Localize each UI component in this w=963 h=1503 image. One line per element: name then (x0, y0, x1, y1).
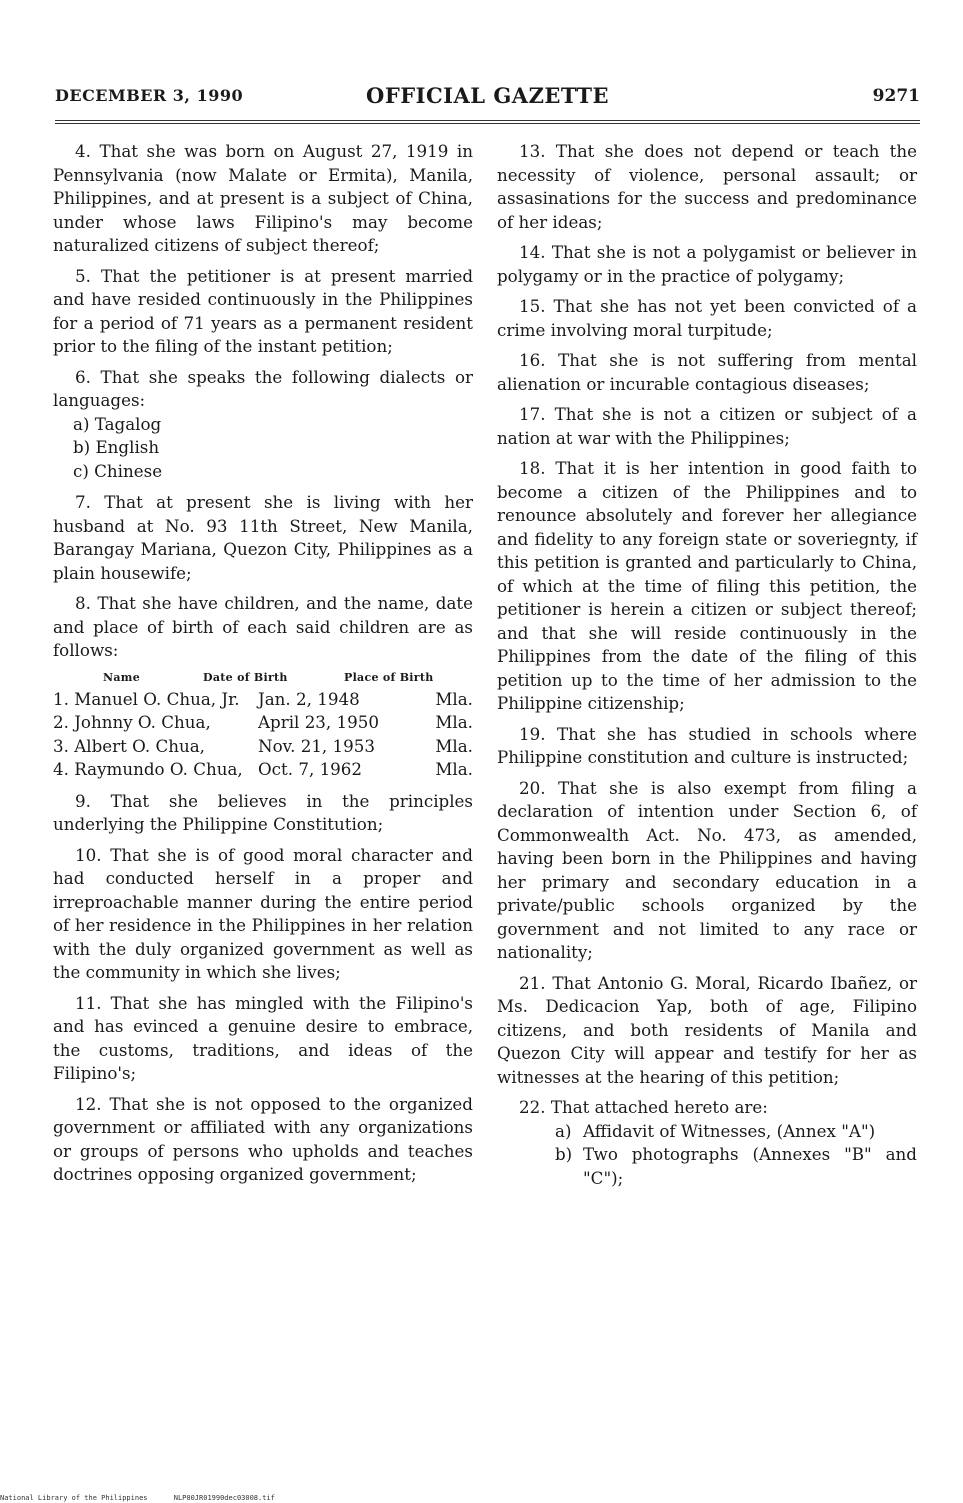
child-birth-date: Nov. 21, 1953 (258, 735, 376, 756)
attachment-label: b) (555, 1144, 573, 1164)
paragraph-4: 4. That she was born on August 27, 1919 in Pennsylvania (now Malate or Ermita), Manila, Philippines, and at present is a subject of China, under whose laws Filipino's may become naturalized citizens of subject thereof; (53, 141, 473, 255)
paragraph-5: 5. That the petitioner is at present married and have resided continuously in the Philippines for a period of 71 years as a permanent resident prior to the filing of the instant petition; (53, 265, 473, 356)
paragraph-7: 7. That at present she is living with her husband at No. 93 11th Street, New Manila, Barangay Mariana, Quezon City, Philippines as a plain housewife; (53, 492, 473, 583)
footer-file: NLP00JR01990dec03008.tif (173, 1494, 275, 1502)
paragraph-14: 14. That she is not a polygamist or believer in polygamy or in the practice of polygamy; (497, 242, 917, 286)
paragraph-20: 20. That she is also exempt from filing a declaration of intention under Section 6, of Commonwealth Act. No. 473, as amended, having been born in the Philippines and having her primary and secondary education in a private/public schools organized by the government and not limited to any race or nationality; (497, 777, 917, 962)
language-item: a) Tagalog (73, 413, 162, 434)
header-rule-double (55, 123, 920, 124)
children-table (53, 671, 473, 782)
paragraph-18: 18. That it is her intention in good faith to become a citizen of the Philippines and to renounce absolutely and forever her allegiance and fidelity to any foreign state or soveriegnty, if this petition is granted and particularly to China, of which at the time of filing this petition, the petitioner is herein a citizen or subject thereof; and that she will reside continuously in the Philippines from the date of the filing of this petition up to the time of her admission to the Philippine citizenship; (497, 458, 917, 713)
header-title: OFFICIAL GAZETTE (366, 83, 609, 108)
child-name: 2. Johnny O. Chua, (53, 712, 211, 732)
paragraph-16: 16. That she is not suffering from mental alienation or incurable contagious diseases; (497, 350, 917, 394)
header-date: DECEMBER 3, 1990 (55, 86, 244, 105)
paragraph-13: 13. That she does not depend or teach the necessity of violence, personal assault; or assasinations for the success and predominance of her ideas; (497, 141, 917, 232)
footer-library: National Library of the Philippines (0, 1494, 148, 1502)
paragraph-17: 17. That she is not a citizen or subject of a nation at war with the Philippines; (497, 404, 917, 448)
paragraph-9: 9. That she believes in the principles underlying the Philippine Constitution; (53, 790, 473, 834)
paragraph-15: 15. That she has not yet been convicted of a crime involving moral turpitude; (497, 296, 917, 340)
child-name: 4. Raymundo O. Chua, (53, 759, 243, 779)
child-birth-date: Jan. 2, 1948 (258, 688, 360, 709)
child-birth-date: Oct. 7, 1962 (258, 759, 363, 779)
paragraph-11: 11. That she has mingled with the Filipino's and has evinced a genuine desire to embrace, the customs, traditions, and ideas of the Filipino's; (53, 992, 473, 1083)
table-row (53, 735, 473, 759)
language-item: c) Chinese (73, 460, 163, 481)
paragraph-21: 21. That Antonio G. Moral, Ricardo Ibañez, or Ms. Dedicacion Yap, both of age, Filipino citizens, and both residents of Manila and Quezon City will appear and testify for her as witnesses at the hearing of this petition; (497, 972, 917, 1087)
header-rule (55, 120, 920, 121)
attachment-label: a) (555, 1120, 572, 1141)
paragraph-12: 12. That she is not opposed to the organized government or affiliated with any organizations or groups of persons who upholds and teaches doctrines opposing organized government; (53, 1093, 473, 1184)
paragraph-6: 6. That she speaks the following dialects or languages: (53, 366, 473, 410)
list-item (497, 1120, 917, 1144)
table-row (53, 711, 473, 735)
child-birth-place: Mla. (435, 712, 473, 732)
attachment-text: Affidavit of Witnesses, (Annex "A") (583, 1120, 876, 1141)
table-row (53, 688, 473, 712)
paragraph-8: 8. That she have children, and the name, date and place of birth of each said children are as follows: (53, 593, 473, 660)
paragraph-19: 19. That she has studied in schools where Philippine constitution and culture is instructed; (497, 723, 917, 767)
child-birth-place: Mla. (435, 688, 473, 709)
column-header-date: Date of Birth (203, 670, 288, 684)
scan-footer (0, 1494, 297, 1502)
child-name: 3. Albert O. Chua, (53, 735, 205, 756)
page-header (55, 80, 920, 110)
paragraph-10: 10. That she is of good moral character and had conducted herself in a proper and irreproachable manner during the entire period of her residence in the Philippines in her relation with the duly organized government as well as the community in which she lives; (53, 844, 473, 982)
list-item (497, 1143, 917, 1190)
left-column (53, 140, 473, 1194)
table-header (53, 671, 473, 684)
column-header-place: Place of Birth (344, 670, 434, 684)
column-header-name: Name (103, 670, 141, 684)
paragraph-22: 22. That attached hereto are: (519, 1097, 768, 1117)
attachments-list (497, 1120, 917, 1191)
attachment-text: Two photographs (Annexes "B" and "C"); (583, 1144, 917, 1188)
languages-list (53, 413, 473, 484)
language-item: b) English (73, 437, 160, 457)
child-birth-place: Mla. (435, 735, 473, 756)
right-column (497, 140, 917, 1190)
child-birth-place: Mla. (435, 759, 473, 779)
page-number: 9271 (872, 86, 920, 106)
child-birth-date: April 23, 1950 (258, 712, 380, 732)
table-row (53, 758, 473, 782)
child-name: 1. Manuel O. Chua, Jr. (53, 688, 240, 709)
